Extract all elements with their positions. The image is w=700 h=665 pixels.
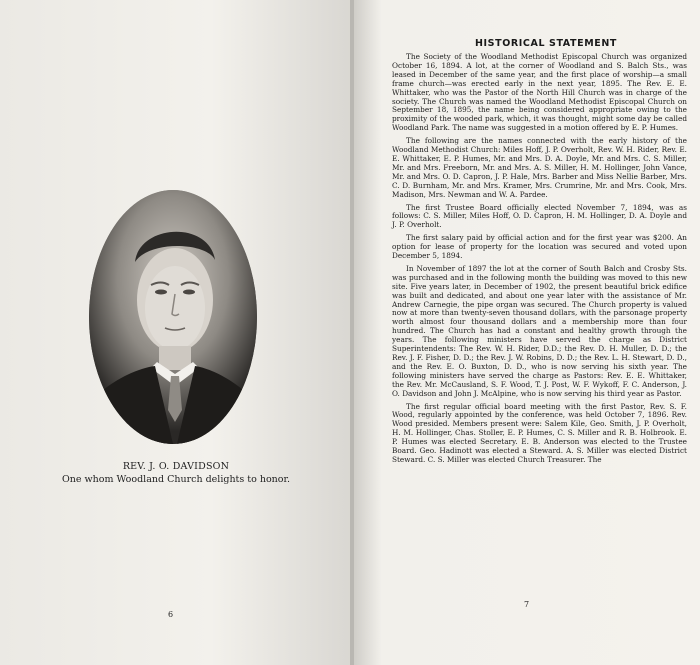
section-heading: HISTORICAL STATEMENT [475,38,617,49]
page-number-left: 6 [168,610,174,619]
caption-text: One whom Woodland Church delights to honor. [61,474,291,485]
historical-statement-text [392,53,687,469]
paragraph: The first regular official board meeting with the first Pastor, Rev. S. F. Wood, regularly appointed by the conference, was held October 7, 1896. Rev. Wood presided. Members present were: Salem Kile, Geo. Smith, J. P. Overholt, H. M. Hollinger, Chas. Stoller, E. P. Humes, C. S. Miller and R. B. Holbrook. E. P. Humes was elected Secretary. E. B. Anderson was elected to the Trustee Board. Geo. Hadinott was elected a Steward. A. S. Miller was elected District Steward. C. S. Miller was elected Church Treasurer. The [392,401,687,464]
paragraph: The first Trustee Board officially elected November 7, 1894, was as follows: C. S. Miller, Miles Hoff, O. D. Capron, H. M. Hollinger, D. A. Doyle and J. P. Overholt. [392,202,687,230]
portrait-illustration [89,190,257,444]
paragraph: The following are the names connected with the early history of the Woodland Methodist Church: Miles Hoff, J. P. Overholt, Rev. W. H. Rider, Rev. E. E. Whittaker, E. P. Humes, Mr. and Mrs. D. A. Doyle, Mr. and Mrs. C. S. Miller, Mr. and Mrs. Freeborn, Mr. and Mrs. A. S. Miller, H. M. Hollinger, John Vance, Mr. and Mrs. O. D. Capron, J. P. Hale, Mrs. Barber and Miss Nellie Barber, Mrs. C. D. Burnham, Mr. and Mrs. Kramer, Mrs. Crumrine, Mr. and Mrs. Cook, Mrs. Madison, Mrs. Newman and W. A. Pardee. [392,136,687,199]
caption-name: REV. J. O. DAVIDSON [122,461,230,472]
paragraph: The Society of the Woodland Methodist Episcopal Church was organized October 16, 1894. A lot, at the corner of Woodland and S. Balch Sts., was leased in December of the same year, and the first place of worship—a small frame church—was erected early in the next year, 1895. The Rev. E. E. Whittaker, who was the Pastor of the North Hill Church was in charge of the society. The Church was named the Woodland Methodist Episcopal Church on September 18, 1895, the name being considered appropriate owing to the proximity of the wooded park, which, it was thought, might some day be called Woodland Park. The name was suggested in a motion offered by E. P. Humes. [392,52,687,133]
paragraph: In November of 1897 the lot at the corner of South Balch and Crosby Sts. was purchased and in the following month the building was moved to this new site. Five years later, in December of 1902, the present beautiful brick edifice was built and dedicated, and about one year later with the assistance of Mr. Andrew Carnegie, the pipe organ was secured. The Church property is valued now at more than twenty-seven thousand dollars, with the parsonage property worth almost four thousand dollars and a membership more than four hundred. The Church has had a constant and healthy growth through the years. The following ministers have served the charge as District Superintendents: The Rev. W. H. Rider, D.D.; the Rev. D. H. Muller, D. D.; the Rev. J. F. Fisher, D. D.; the Rev. J. W. Robins, D. D.; the Rev. L. H. Stewart, D. D., and the Rev. E. O. Buxton, D. D., who is now serving his sixth year. The following ministers have served the charge as Pastors: Rev. E. E. Whittaker, the Rev. Mr. McCausland, S. F. Wood, T. J. Post, W. F. Wykoff, F. C. Anderson, J. O. Davidson and John J. McAlpine, who is now serving his third year as Pastor. [392,263,687,398]
portrait-caption [60,460,292,486]
paragraph: The first salary paid by official action and for the first year was $200. An option for lease of property for the location was secured and voted upon December 5, 1894. [392,233,687,261]
page-number-right: 7 [524,600,530,609]
portrait-photo [89,190,257,444]
